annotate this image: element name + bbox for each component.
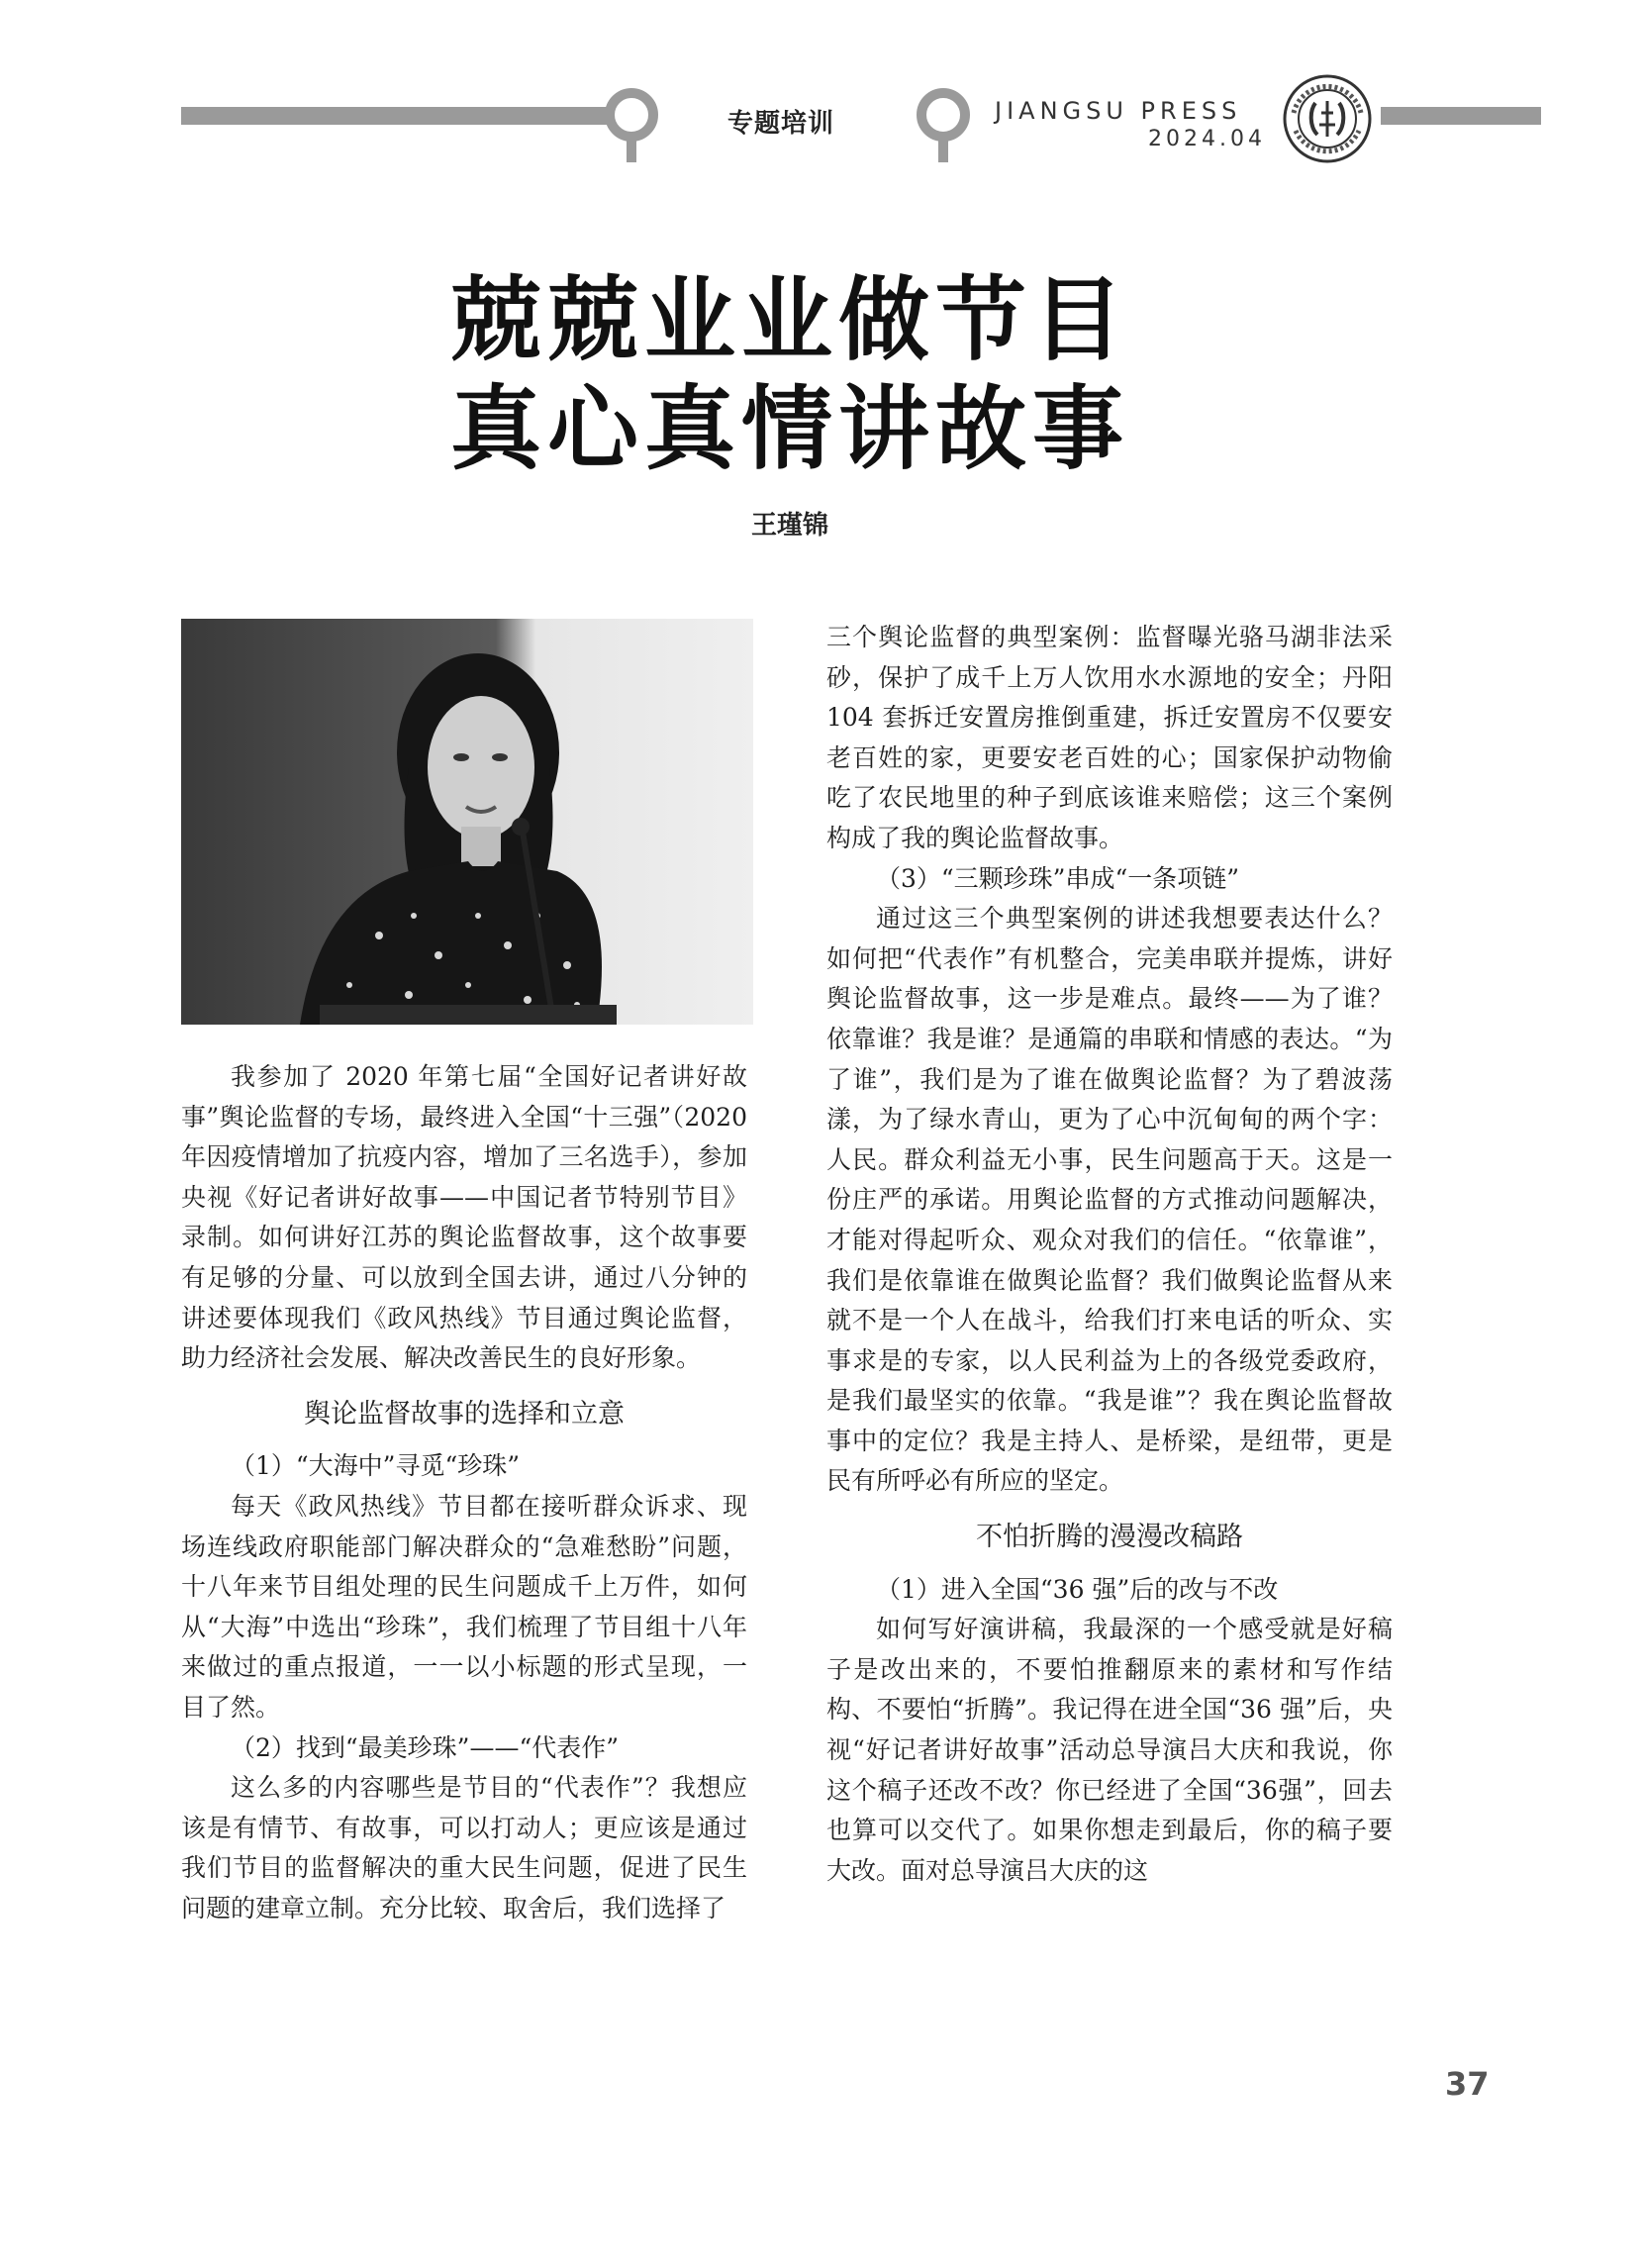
body-paragraph: 每天《政风热线》节目都在接听群众诉求、现场连线政府职能部门解决群众的“急难愁盼”问题，十八年来节目组处理的民生问题成千上万件，如何从“大海”中选出“珍珠”，我们梳理了节目组十八年来做过的重点报道，一一以小标题的形式呈现，一目了然。 xyxy=(181,1491,747,1722)
section-label: 专题培训 xyxy=(727,109,835,139)
subheading: （3）“三颗珍珠”串成“一条项链” xyxy=(876,863,1240,893)
right-column xyxy=(826,618,1393,1891)
body-paragraph: 通过这三个典型案例的讲述我想要表达什么？如何把“代表作”有机整合，完美串联并提炼，讲好舆论监督故事，这一步是难点。最终——为了谁？依靠谁？我是谁？是通篇的串联和情感的表达。“为了谁”，我们是为了谁在做舆论监督？为了碧波荡漾，为了绿水青山，更为了心中沉甸甸的两个字：人民。群众利益无小事，民生问题高于天。这是一份庄严的承诺。用舆论监督的方式推动问题解决，才能对得起听众、观众对我们的信任。“依靠谁”，我们是依靠谁在做舆论监督？我们做舆论监督从来就不是一个人在战斗，给我们打来电话的听众、实事求是的专家，以人民利益为上的各级党委政府，是我们最坚实的依靠。“我是谁”？我在舆论监督故事中的定位？我是主持人、是桥梁，是纽带，更是民有所呼必有所应的坚定。 xyxy=(826,904,1393,1496)
header-rule-left xyxy=(181,107,627,125)
subheading: （1）进入全国“36 强”后的改与不改 xyxy=(876,1574,1279,1604)
section-heading: 舆论监督故事的选择和立意 xyxy=(304,1398,625,1430)
body-paragraph: 这么多的内容哪些是节目的“代表作”？我想应该是有情节、有故事，可以打动人；更应该是通过我们节目的监督解决的重大民生问题，促进了民生问题的建章立制。充分比较、取舍后，我们选择了 xyxy=(181,1773,747,1923)
association-seal-logo xyxy=(1282,73,1373,164)
section-heading: 不怕折腾的漫漫改稿路 xyxy=(976,1522,1243,1553)
pin-icon xyxy=(916,87,971,162)
body-paragraph: 如何写好演讲稿，我最深的一个感受就是好稿子是改出来的，不要怕推翻原来的素材和写作结构、不要怕“折腾”。我记得在进全国“36 强”后，央视“好记者讲好故事”活动总导演吕大庆和我说，你这个稿子还改不改？你已经进了全国“36强”，回去也算可以交代了。如果你想走到最后，你的稿子要大改。面对总导演吕大庆的这 xyxy=(826,1615,1393,1885)
subheading: （1）“大海中”寻觅“珍珠” xyxy=(231,1451,521,1481)
article-author: 王瑾锦 xyxy=(750,511,828,541)
intro-paragraph: 我参加了 2020 年第七届“全国好记者讲好故事”舆论监督的专场，最终进入全国“十三强”（2020 年因疫情增加了抗疫内容，增加了三名选手），参加央视《好记者讲好故事——中国记者节特别节目》录制。如何讲好江苏的舆论监督故事，这个故事要有足够的分量、可以放到全国去讲，通过八分钟的讲述要体现我们《政风热线》节目通过舆论监督，助力经济社会发展、解决改善民生的良好形象。 xyxy=(181,1062,747,1373)
issue-date: 2024.04 xyxy=(1148,127,1266,151)
subheading: （2）找到“最美珍珠”——“代表作” xyxy=(231,1732,620,1762)
press-name: JIANGSU PRESS xyxy=(995,97,1242,125)
body-paragraph-continued: 三个舆论监督的典型案例：监督曝光骆马湖非法采砂，保护了成千上万人饮用水水源地的安全；丹阳 104 套拆迁安置房推倒重建，拆迁安置房不仅要安老百姓的家，更要安老百姓的心；国家保护动物偷吃了农民地里的种子到底该谁来赔偿；这三个案例构成了我的舆论监督故事。 xyxy=(826,623,1393,852)
page-number: 37 xyxy=(1445,2065,1490,2103)
pin-icon xyxy=(604,87,659,162)
article-title-line-1: 兢兢业业做节目 xyxy=(449,267,1129,373)
left-column xyxy=(181,1057,747,1928)
speaker-photo xyxy=(181,619,753,1025)
header-rule-right xyxy=(1381,107,1541,125)
article-title-line-2: 真心真情讲故事 xyxy=(449,376,1129,482)
